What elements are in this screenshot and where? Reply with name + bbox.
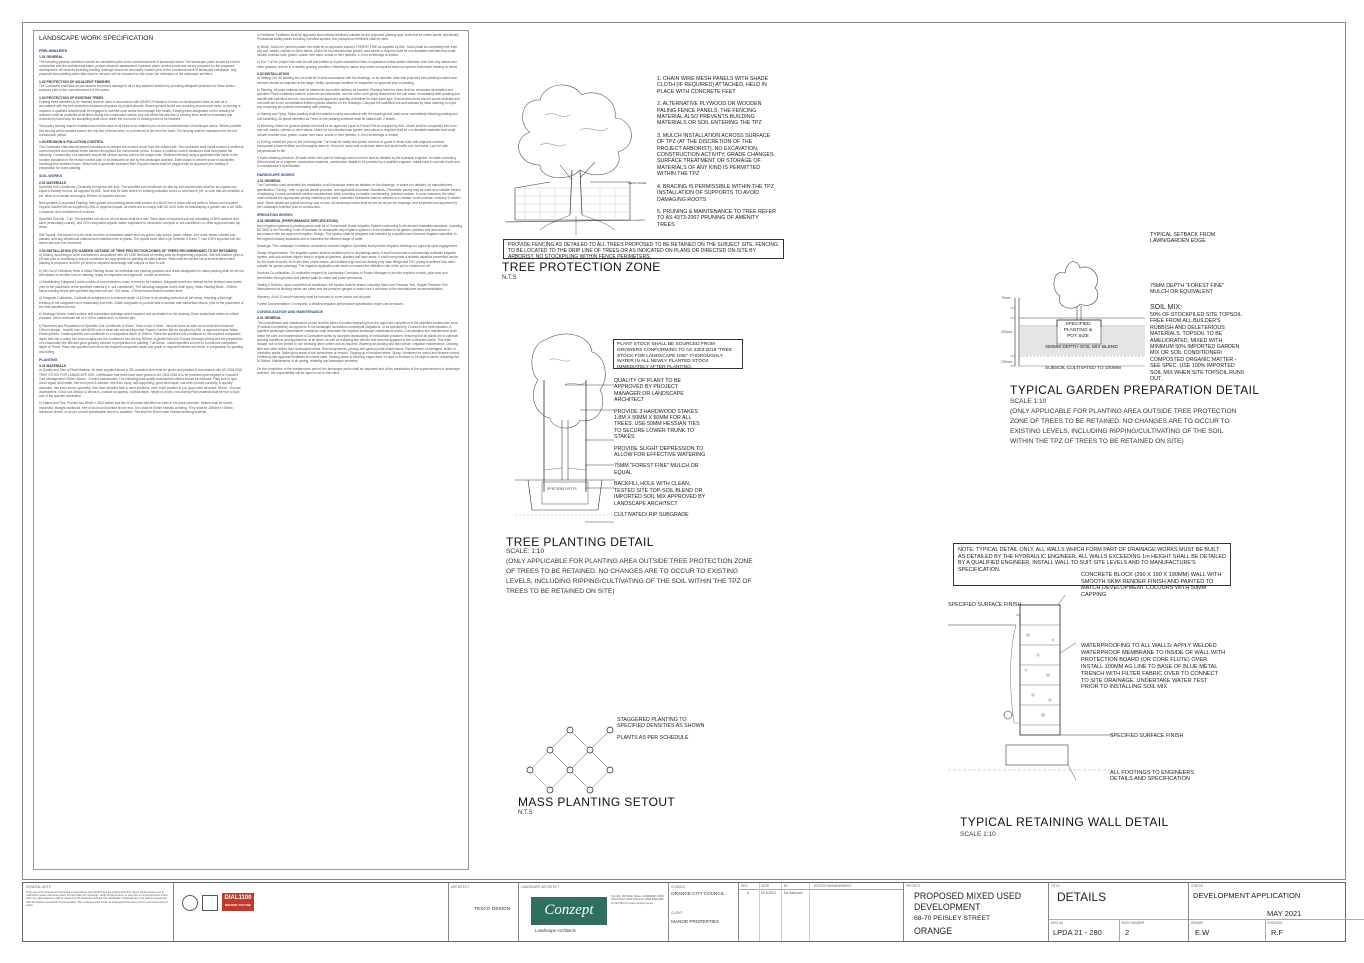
tpz-note-3: 3. MULCH INSTALLATION ACROSS SURFACE OF TPZ (AT THE DISCRETION OF THE PROJECT ARBORIST). NO EXCAVATION, CONSTRUCTION ACTIVITY, GRADE CHANGES, SURFACE TREATMENT OR STORAGE OF MATERIALS OF ANY KIND IS PERMITTED WITHIN THE TPZ bbox=[657, 132, 775, 178]
spec-heading: PRELIMINARIES bbox=[39, 49, 68, 53]
tpz-title: TREE PROTECTION ZONE bbox=[502, 260, 661, 274]
spec-heading: HARDSCAPE WORKS bbox=[257, 172, 295, 177]
tree-planting-note: (ONLY APPLICABLE FOR PLANTING AREA OUTSIDE TREE PROTECTION ZONE OF TREES TO BE RETAINED. NO CHANGES ARE TO OCCUR TO EXISTING LEVELS, INCLUDING RIPPING/CULTIVATING OF THE SOIL WITHIN THE TPZ OF TREES TO BE RETAINED ON SITE) bbox=[506, 558, 753, 595]
soil-mix-title: SOIL MIX: bbox=[1150, 304, 1183, 311]
planting-label-stakes: PROVIDE 3 HARDWOOD STAKES 1.8M X 50MM X 50MM FOR ALL TREES. USE 50MM HESSIAN TIES TO SECURE LOWER TRUNK TO STAKES bbox=[614, 408, 700, 441]
tpz-notes bbox=[657, 76, 777, 228]
council-name: ORANGE CITY COUNCIL bbox=[671, 891, 725, 896]
tree-planting-scale: SCALE: 1:10 bbox=[506, 548, 545, 555]
spec-paragraph: The consolidation and maintenance period shall be either 6 months beginning from the approved completion of the specified construction work (Practical Completion) as agreed to in the landscape contractors contractual obligations, or as specified by Council in the Determination. A qualified landscape maintenance contractor shall undertake the required landscape maintenance works. Consolidation and maintenance shall mean the care and maintenance of Contracted works by accepted landscaping or horticultural practices, ensuring that all plants are in optimum growing conditions and appearance at all times, as well as rectifying any defects that become apparent in the contracted works. This shall include, but not be limited to, the following items where and as required: Watering all planting and lawn areas / irrigation maintenance. Clearing litter and other debris from landscaped areas. Removing weeds, pruning and general plant maintenance. Replacement of damaged, stolen or unhealthy plants. Make good areas of soil subsidence or erosion. Topping up of mulched areas. Spray / treatment for insect and disease control. Fertilising with approved fertilisers at correct rates. Mowing lawns & trimming edges each 14 days in summer or 18 days in winter. Adjusting ties to Stakes. Maintenance of all paving, retaining and landscape elements. bbox=[257, 320, 460, 364]
spec-paragraph: Existing trees identified to be retained shall be done in accordance with AS4970-Protection of trees on development sites as well as in accordance with the tree protection measures prepared by project arborist. Where general works are occurring around such trees, or pruning is required, a qualified arborist shall be engaged to oversee such works and manage tree health. Existing trees designated on the drawing for retention shall be protected at all times during the construction period. Any soil within the drip line of existing trees shall be excavated and removed by hand only. No stockpiling shall occur within the root zone of existing trees to be retained. bbox=[39, 99, 241, 122]
spec-subheading: 5.01 GENERAL (PERFORMANCE SPECIFICATION) bbox=[257, 219, 338, 224]
spec-paragraph: Site Topsoil. Site topsoil is to be clean and free of unwanted matter such as gravel, clay lumps, grass, weeds, tree roots, sticks, rubbish and plastics, and any deleterious material and materials toxic to plants. The topsoil must have a pH between 5.5 and 7. Use 100% imported soil mix where site won't be recovered. bbox=[39, 232, 241, 246]
landscape-architect-cell bbox=[518, 883, 668, 941]
spec-paragraph: d) Mulching. Mulch for general planter bed shall be an approved equal to Forest Fine as supplied by ANL. Mulch shall be completely free from any soil, weeds, rubbish or other debris. Mulch for bio-retention/rain garden area where is required shall be non-floatable materials that could include crushed rock, gravel, coarse river sand, scoria or river pebbles. 4-7mm screenings or similar. bbox=[257, 124, 457, 137]
spec-paragraph: Specified Soil Mix - Turf. The specified soil mix for all turf areas shall be a min 75mm layer of imported soil mix consisting of 80% washed river sand (reasonably coarse), and 20% composted organic matter equivalent to mushroom compost or soil conditioner, or other approved lawn top dress. bbox=[39, 216, 241, 230]
spec-subheading: 1.02 PROTECTION OF ADJACENT FINISHES bbox=[39, 79, 111, 84]
spec-paragraph: The following general conditions should be considered prior to the commencement of landscape works: The landscape plans should be read in conjunction with the architectural plans, project arborist's assessment, hydraulic plans, service plans and survey prepared for the proposed development. All services including existing drainage should be accurately located prior to the commencement of landscape installation. Any proposed tree planting which falls close to services will be relocated on site under the instruction of the landscape architect. bbox=[39, 59, 241, 77]
spec-paragraph: Drawings: The Landscape Contractor nominated Licensed Irrigation Specialist shall provide irrigation drawings for approval upon engagement. bbox=[257, 243, 458, 248]
wall-waterproofing-label: WATERPROOFING TO ALL WALLS: APPLY WELDED WATERPROOF MEMBRANE TO INSIDE OF WALL WITH PROTECTION BOARD (OR CORE FLUTE) OVER. INSTALL 100MM AG LINE TO BASE OF BLUE METAL TRENCH WITH FILTER FABRIC OVER TO CONNECT TO SITE DRAINAGE. UNDERTAKE WATER TEST PRIOR TO INSTALLING SOIL MIX bbox=[1081, 643, 1226, 691]
spec-paragraph: Services Co-ordination: Co-ordination required by Landscape Contractor or Project Manager to provide required conduit, pipe work and penetration through slabs and planter walls for water and power provisions. bbox=[257, 271, 448, 280]
rev-notation-label: NOTATION/AMENDMENT bbox=[814, 884, 852, 888]
wall-finish-bottom-label: SPECIFIED SURFACE FINISH bbox=[1110, 733, 1184, 739]
drawing-number: LPDA 21 - 280 bbox=[1053, 928, 1102, 937]
spec-subheading: 2.02 INSTALLATION (TO GARDEN OUTSIDE OF TREE PROTECTION ZONES OF TREES RECOMMENDED TO BY RETAINED) bbox=[39, 248, 238, 253]
spec-paragraph: Further Documentation: On request, a detailed irrigation performance specification report can be issued. bbox=[257, 301, 404, 306]
spec-paragraph: b) Stakes and Ties. Provide two 50x50 x 2400 stakes and ties to all plants identified as trees in the plant schedule. Stakes shall be sound, unpainted, straight hardwood, free of knots and pointed at one end. Ties shall be 50mm hessian webbing. They shall be 1800mm x 50mm hardwood timber, or as per council specification where is available. Ties shall be 50mm wide hessian webbing material. bbox=[39, 401, 233, 415]
general-notes-label: GENERAL NOTE bbox=[26, 885, 51, 889]
tpz-note-5: 5. PRUNING & MAINTENANCE TO TREE REFER TO AS 4373-2007 PRUNING OF AMENITY TREES bbox=[657, 208, 776, 228]
tpz-note-2: 2. ALTERNATIVE PLYWOOD OR WOODEN PALING FENCE PANELS. THE FENCING MATERIAL ALSO PREVENTS BUILDING MATERIALS OR SOIL ENTERING THE TPZ bbox=[657, 101, 762, 127]
page-number: 2 bbox=[1125, 928, 1130, 937]
spec-paragraph: Design Requirements: The irrigation system shall be installed prior to all planting works. It shall incorporate a commercially available irrigation system, with sub-surface dripper lines to irrigate all gardens, planters and lawn areas. It shall incorporate a suitable backflow prevention device for the scale of works, an in-line filter, check valves, and suitable high and low density poly hose fittings and PVC piping to achieve flow rates suitable for garden plantings. The irrigation application rate shall not exceed the infiltration rate of the soil or creates run-off. bbox=[257, 251, 459, 269]
architect-cell bbox=[448, 883, 518, 941]
spec-paragraph: The Contractor shall undertake the installation of all hardscape works as detailed on the drawings, or where not detailed, by manufacturers specification. Paving - refer to typical details provided, and applicable Australian Standards. Permeable paving may be used as a suitable means of satisfying Council permeable surface requirements, while providing a useable, hardwearing, practical surface. In most instances, the client shall nominate the appropriate paving material to be used. Australian Standards shall be adhered to in relation to all concrete, masonry & related work. Stone details are typical and may vary on site. All hardscape works shall be set out as per the drawings, and inspected and approved by the Landscape Architect prior to construction. bbox=[257, 183, 461, 209]
spec-paragraph: Warranty: A full 12 month warranty shall be included to cover labour and all parts. bbox=[257, 294, 372, 299]
project-suburb: ORANGE bbox=[914, 926, 953, 936]
spec-paragraph: d) Subgrade Cultivation. Cultivate all subgrades to a minimum depth of 100mm in all planting beds and all turf areas, ensuring a thorough breakup of the subgrade into a reasonably even tilth. Grade subgrades to provide falls to surface and subsurface drains, prior to the placement of the final specified soil mix. bbox=[39, 296, 244, 309]
conzept-sub: Landscape Architects bbox=[535, 928, 576, 933]
spec-heading: CONSOLIDATION AND MAINTENANCE bbox=[257, 310, 324, 315]
spec-column-1 bbox=[39, 45, 244, 865]
spec-subheading: 6.01 GENERAL bbox=[257, 316, 282, 321]
rev-row-date: 03.6.2021 bbox=[761, 891, 777, 895]
spec-paragraph: a) Testing. According to to be conducted in accordance with AS 1289 Methods for testing soils for engineering purposes. Site soil shall be given a pH test prior to modifying to ensure conditions are appropriate for planting as stated above. Tests shall be carried out at several sites where planting is proposed, and the pH shall be adjusted accordingly with sulphur or lime to suit. bbox=[39, 252, 244, 266]
spec-paragraph: c) Staking and Tying. Stake planting shall be installed in strict accordance with the drawings and shall occur immediately following planting and soil backfilling. All plants identified as Trees on the planting schedule shall be staked with 2 stakes. bbox=[257, 112, 458, 121]
planting-label-depression: PROVIDE SLIGHT DEPRESSION TO ALLOW FOR EFFECTIVE WATERING bbox=[614, 445, 706, 459]
garden-pot-label: SPECIFIED PLANTING & POT SIZE bbox=[1063, 322, 1093, 339]
garden-subsoil-label: SUBSOIL CULTIVATED TO 100MM bbox=[1045, 366, 1121, 371]
spec-paragraph: Testing & Defects: Upon completion of installation, the system shall be tested, including Main Line Pressure Test, Dripper Pressure Test. Measurement at flushing valves are taken and the pressure gauges to make sure it conforms to the manufacturer recommendations. bbox=[257, 282, 449, 292]
project-cell bbox=[903, 883, 1048, 941]
garden-dim-200: 200mm bbox=[1001, 330, 1013, 334]
mass-planting-label-2: PLANTS AS PER SCHEDULE bbox=[617, 735, 689, 741]
spec-paragraph: e) Drainage Works. Install surface and subsurface drainage where required and as detailed on the drawing. Drain subsurface drains to outlets provided, with a minimum fall of 1:100 to outlets and / or service pits. bbox=[39, 312, 239, 321]
soil-mix-text: 50% OF STOCKPILED SITE TOPSOIL FREE FROM ALL BUILDER'S RUBBISH AND DELETERIOUS MATERIALS. TOPSOIL TO BE AMELIORATED, MIXED WITH MINIMUM 50% IMPORTED GARDEN MIX OR SOIL CONDITIONER/ COMPOSTED ORGANIC MATTER - SEE SPEC. USE 100% IMPORTED SOIL MIX WHEN SITE TOPSOIL RUNS OUT. bbox=[1150, 312, 1245, 383]
la-address: Suit 101, 506 Miller Street, CAMMERAY NSW 2062 Phone: 9922 5312 Fax: 8208 4990 ABN: 42 114 681 271 www.conzept.net.au bbox=[611, 895, 665, 905]
garden-prep-description bbox=[1010, 397, 1245, 447]
spec-subheading: 3.01 MATERIALS bbox=[39, 364, 67, 369]
wall-block-label: CONCRETE BLOCK (290 X 190 X 190MM) WALL WITH SMOOTH SKIM RENDER FINISH AND PAINTED TO MATCH DEVELOPMENT COLOURS WITH 50MM CAPPING bbox=[1081, 572, 1222, 598]
title-block bbox=[22, 882, 1346, 942]
tpz-note-1: 1. CHAIN WIRE MESH PANELS WITH SHADE CLOTH (IF REQUIRED) ATTACHED, HELD IN PLACE WITH CONCRETE FEET bbox=[657, 76, 769, 95]
mass-planting-label-1: STAGGERED PLANTING TO SPECIFIED DENSITIES AS SHOWN bbox=[617, 717, 705, 730]
rev-row-by: Da Sahmani bbox=[784, 891, 803, 895]
mesh-panel-label: MESH PANEL bbox=[628, 181, 648, 185]
architect-label: ARCHITECT bbox=[451, 885, 470, 889]
revision-cell bbox=[738, 883, 903, 941]
wall-footings-label: ALL FOOTINGS TO ENGINEERS DETAILS AND SPECIFICATION bbox=[1110, 770, 1195, 783]
drawn-value: E.W bbox=[1195, 928, 1210, 937]
spec-paragraph: b) Set Out of Individual Trees & Mass Planting Areas. An individual tree planting positions and areas designated for mass planting shall be set out with stakes or another form of marking, ready for inspection and approval. Locate all services. bbox=[39, 268, 244, 278]
planting-labels bbox=[614, 378, 706, 518]
tpz-fence-note: PROVIDE FENCING AS DETAILED TO ALL TREES PROPOSED TO BE RETAINED ON THE SUBJECT SITE. FENCING TO BE LOCATED TO THE DRIP LINE OF TREES OR AS INDICATED ON PLANS OR DIRECTED ON-SITE BY ARBORIST. NO STOCKPILING WITHIN FENCE PERIMETERS. bbox=[503, 239, 784, 259]
planting-label-mulch: 75MM "FOREST FINE" MULCH OR EQUAL bbox=[614, 463, 699, 476]
checked-value: R.F bbox=[1271, 928, 1284, 937]
spec-paragraph: a) Quality and Size of Plant Material. All trees supplied above a 25L container size must be grown and planted in accordance with AS 2303:2018 TREE STOCK FOR LANDSCAPE USE. Certification that trees have been grown to AS 2303:2018 is to be provided upon request of Council's Tree Management Officer. Above - Ground Assessment: The following plant quality assessment criteria should be followed: Plant true to type, Good vigour and health, free from pest & disease, free from injury, self-supporting, good stem taper, has been pruned correctly, is apically dominant, has even crown symmetry, free from included bark & stem junctions, even trunk position in pot, good stem structure. Below - Ground Assessment: Good root division & direction, rootball occupancy, rootball depth, height of crown, non-circling Plant material shall be true to type and of the species nominated. bbox=[39, 368, 243, 399]
spec-subheading: 1.01 GENERAL bbox=[39, 55, 64, 60]
spec-paragraph: New gardens & proposed Planting. New garden and planting areas shall consist of a 80/20 mix of clean site soil (refer to below) and imported Organic Garden Mix as supplied by ANL or approved equal. All mixes are to comply with AS 4419 Soils for landscaping & garden use & AS 4454 Composts, Soil conditioners & mulches. bbox=[39, 200, 243, 214]
spec-heading: PLANTING bbox=[39, 357, 58, 362]
spec-paragraph: c) Fertilisers. Fertilisers shall be approved slow release fertilisers suitable for the proposed planting type. Note that for native plants, specifically Proteaceae family plants including Grevillea species, low phosphorus fertilisers shall be used. bbox=[257, 33, 459, 42]
garden-prep-drawing bbox=[1005, 238, 1155, 373]
triangle-logo-icon bbox=[182, 895, 198, 911]
dial-before-you-dig-logo bbox=[222, 893, 254, 911]
dial-sub: BEFORE YOU DIG bbox=[225, 903, 251, 907]
retaining-wall-scale: SCALE 1:10 bbox=[960, 831, 996, 838]
garden-setback-label: TYPICAL SETBACK FROM LAWN/GARDEN EDGE bbox=[1150, 232, 1216, 245]
garden-prep-note: (ONLY APPLICABLE FOR PLANTING AREA OUTSIDE TREE PROTECTION ZONE OF TREES TO BE RETAINED. NO CHANGES ARE TO OCCUR TO EXISTING LEVELS, INCLUDING RIPPING/CULTIVATING OF THE SOIL WITHIN THE TPZ OF TREES TO BE RETAINED ON SITE) bbox=[1010, 408, 1237, 445]
spec-paragraph: On the completion of the maintenance period, the landscape works shall be inspected and at the satisfaction of the superintendent or landscape architect, the responsibility will be signed over to the client. bbox=[257, 366, 460, 375]
planting-label-subgrade: CULTIVATED/ RIP SUBGRADE bbox=[614, 511, 689, 518]
tpz-note-4: 4. BRACING IS PERMISSIBLE WITHIN THE TPZ. INSTALLATION OF SUPPORTS TO AVOID DAMAGING ROOTS bbox=[657, 183, 776, 203]
spec-paragraph: c) Establishing Subgrade Levels outside of tree protection zones of trees to be retained. Subgrade levels are defined as the finished base levels prior to the placement of the specified material (i.e. soil conditioner). The following subgrade levels shall apply: Mass Planting Beds - 300mm below existing levels with specified imported soil mix. Turf areas - 100mm below finished surface level. bbox=[39, 280, 242, 293]
architect-name: TEXCO DESIGN bbox=[474, 907, 511, 912]
spec-title: LANDSCAPE WORK SPECIFICATION bbox=[39, 35, 154, 42]
spec-paragraph: d) Mulch. Mulch for general planter bed shall be an approved equal to FOREST FINE as supplied by ANL. Mulch shall be completely free from any soil, weeds, rubbish or other debris. Mulch for bio-retention/rain garden area where is required shall be non-floatable materials that could include crushed rock, gravel, coarse river sand, scoria or river pebbles. 4-7mm screenings or similar. bbox=[257, 44, 458, 58]
mass-planting-scale: N.T.S bbox=[518, 810, 533, 816]
mass-planting-title: MASS PLANTING SETOUT bbox=[518, 795, 676, 809]
planting-label-backfill: BACKFILL HOLE WITH CLEAN, TESTED SITE TOP-SOIL BLEND OR IMPORTED SOIL MIX APPROVED BY LANDSCAPE ARCHITECT bbox=[614, 481, 706, 507]
spec-paragraph: f) Placement and Preparation of Specified Soil Conditioner & Mixes. Trees in turf & beds - must be twice as wide as root ball and minimum 100mm deeper - backfill hole with 50/50 mix of clean site soil and imported Organic Garden Mix as supplied by ANL or approved equal. Mass Planting Beds - install specified soil conditioner to a compacted depth of 150mm. Place the specified soil conditioner to the required compacted depth and use a rotary hoe to thoroughly mix the conditioner into the top 300mm of garden bed soil. Ensure thorough mixing and the preparation of a reasonably fine tilth and good growing medium in preparation for planting. Turf Areas - install specified soil mix to a minimum compacted depth of 75mm. Place the specified soil mix to the required compacted depth and grade to required finished soil levels, in preparation for planting and turfing. bbox=[39, 323, 243, 354]
status-label: STATUS bbox=[1191, 884, 1204, 888]
client-label: CLIENT bbox=[671, 911, 683, 915]
general-notes-cell bbox=[23, 883, 173, 941]
drawn-label: DRAWN bbox=[1191, 921, 1203, 925]
council-cell bbox=[668, 883, 738, 941]
spec-paragraph: New irrigation systems to planting areas shall be of Commercial Grade Irrigation System conforming to all relevant Australian standards, including AS 3500 & the Plumbing Code of Australia. An automated drip irrigation system is to be installed to all garden, planters and lawn areas in accordance with the approved Irrigation Design. This system shall be designed and installed by a qualified and licensed irrigation specialist, to the highest industry standards and to maximise the efficient usage of water. bbox=[257, 223, 462, 241]
rev-label: REV bbox=[741, 884, 748, 888]
spec-paragraph: The Contractor shall take all precautions to prevent damage to all or any adjacent finishes by providing adequate protection to these areas / surfaces prior to the commencement of the works. bbox=[39, 84, 236, 93]
dial-label: DIAL1100 bbox=[224, 895, 252, 901]
conzept-logo: Conzept bbox=[531, 897, 607, 925]
dial-cell bbox=[173, 883, 258, 941]
retaining-wall-drawing bbox=[948, 595, 1113, 815]
shield-logo-icon bbox=[202, 895, 218, 911]
project-name: PROPOSED MIXED USED DEVELOPMENT bbox=[914, 891, 1022, 912]
plant-stock-note: PLANT STOCK SHALL BE SOURCED FROM GROWERS CONFORMING TO AS 2303:2018 "TREE STOCK FOR LANDSCAPE USE" THOROUGHLY WATER IN ALL NEWLY PLANTED STOCK IMMEDIATELY AFTER PLANTING. bbox=[613, 339, 743, 369]
page-number-label: PAGE NUMBER bbox=[1121, 921, 1145, 925]
rev-row-rev: A bbox=[747, 891, 750, 895]
spec-subheading: 1.04 EROSION & POLLUTION CONTROL bbox=[39, 140, 104, 145]
planting-leader-lines bbox=[560, 380, 615, 530]
tpz-scale: N.T.S bbox=[502, 275, 517, 281]
tree-planting-title: TREE PLANTING DETAIL bbox=[506, 535, 654, 549]
spec-paragraph: Temporary fencing shall be installed around the base of all trees to be retained prior to the commencement of landscape works. Where possible this fencing will be located around the drip line of these trees, or a minimum of 5m from the trunk. The fencing shall be maintained for the full construction period. bbox=[39, 124, 242, 138]
spec-subheading: 3.02 INSTALLATION bbox=[257, 72, 289, 77]
spec-paragraph: e) Turf. Turf for project site shall be soft leaf buffalo or Zoysia macrantha Nara or equivalent unless stated otherwise, free from any weeds and other grasses, and be in a healthy growing condition. Returfing to nature strip where is required shall use species that match existing on street. bbox=[257, 60, 458, 69]
la-label: LANDSCAPE ARCHITECT bbox=[521, 885, 560, 889]
spec-subheading: 1.03 PROTECTION OF EXISTING TREES bbox=[39, 95, 104, 100]
wall-finish-top-label: SPECIFIED SURFACE FINISH bbox=[948, 602, 1022, 608]
tree-protection-drawing bbox=[500, 70, 650, 240]
spec-column-2 bbox=[257, 33, 462, 865]
title-label: TITLE bbox=[1051, 884, 1060, 888]
retaining-wall-title: TYPICAL RETAINING WALL DETAIL bbox=[960, 815, 1169, 829]
garden-dim-75: 75mm bbox=[1001, 296, 1011, 300]
general-notes-text: Trees are to be retained and protected in accordance with AS4970 and the project arborist's report. All dimensions are in millimetres unless otherwise noted. Do not scale from drawings. Verify all dimensions on site prior to commencement of any work. Any discrepancies shall be referred to the landscape architect for clarification. Drawings are to be read in conjunction with all relevant consultants' documentation. The contractor shall locate all underground services prior to commencement of works. bbox=[26, 891, 168, 907]
soil-mix-block bbox=[1150, 303, 1245, 382]
rev-date-label: DATE bbox=[761, 884, 770, 888]
garden-prep-scale: SCALE 1:10 bbox=[1010, 398, 1047, 405]
drawing-title-cell bbox=[1048, 883, 1188, 941]
spec-heading: IRRIGATION WORKS bbox=[257, 213, 293, 218]
retaining-wall-note: NOTE: TYPICAL DETAIL ONLY. ALL WALLS WHICH FORM PART OF DRAINAGE WORKS MUST BE BUILT AS DETAILED BY THE HYDRAULIC ENGINEER. ALL WALLS EXCEEDING 1m HEIGHT SHALL BE DETAILED BY A QUALIFIED ENGINEER. INSTALL WALL TO SUIT SITE LEVELS AND TO MANUFACTURE'S SPECIFICATION. bbox=[953, 543, 1231, 586]
drawing-title: DETAILS bbox=[1057, 890, 1107, 904]
spec-heading: SOIL WORKS bbox=[39, 174, 63, 179]
spec-paragraph: a) Setting Out. All planting set-out shall be in strict accordance with the drawings, or as directed. Note that proposed tree planting located near services should be adjusted at the stage. Notify Landscape Architect for inspection for approval prior to planting. bbox=[257, 76, 458, 85]
specification-panel bbox=[33, 30, 469, 870]
spec-paragraph: b) Planting. All plant material shall be planted as soon after delivery as possible. Planting holes for trees shall be excavated as detailed and specified. Plant containers shall be removed and discarded, and the outer roots gently teased from the soil mass. Immediately after planting and backfill with specified soil mix, incorporating the approved quantity of fertiliser for each plant type. Ensure that plants are set plumb vertically and root balls set to the consolidated finished grades detailed on the drawings. Compact the backfilled soil and saturate by hand watering to expel any remaining air pockets immediately after planting. bbox=[257, 87, 460, 110]
garden-depth-label: 300MM DEPTH SOIL MIX BLEND bbox=[1045, 345, 1118, 350]
specified-pots-label: SPECIFIED POTS bbox=[547, 487, 577, 491]
spec-paragraph: e) Turfing. Install turf prior to the turf being laid. Turf shall be neatly butt jointed and true to grade to finish flush with adjacent surfaces. Incorporate a lawn fertiliser and thoroughly water in. Keep turf moist until roots have taken and avoid traffic over turf areas. Lay turf rolls perpendicular to fall. bbox=[257, 139, 448, 153]
status-value: DEVELOPMENT APPLICATION bbox=[1193, 891, 1301, 900]
garden-dim-100: 100mm bbox=[1001, 360, 1013, 364]
drawing-number-label: DRG No. bbox=[1051, 921, 1064, 925]
tree-planting-description bbox=[506, 547, 756, 597]
project-address: 68-70 PEISLEY STREET bbox=[914, 915, 991, 922]
council-label: COUNCIL bbox=[671, 885, 686, 889]
client-name: MANOR PROPERTIES bbox=[671, 919, 719, 924]
spec-paragraph: The Contractor shall take all proper precautions to prevent the erosion of soil from the subject site. The contractor shall install erosion & sediment control barriers and maintain these barriers throughout the construction period. Erosion & pollution control measures shall incorporate the following: Construction of a sediment trap at the vehicle access point to the subject site. Sediment fencing using a geotextile filter fabric in the location indicated on the erosion control plan or as instructed on site by the landscape architect. Earth banks to prevent scour of stockpiles. Sandbag kerb sediment traps. Straw bale & geotextile sediment filter. Exposed banks shall be pegged with an approved jute matting in preparation for mass planting. bbox=[39, 144, 244, 171]
garden-mulch-label: 75MM DEPTH "FOREST FINE" MULCH OR EQUIVALENT bbox=[1150, 283, 1225, 296]
checked-label: CHECKED bbox=[1267, 921, 1283, 925]
spec-paragraph: Specified Soil Conditioner (Generally to improve site soil). The specified soil conditioner for site top soil improvement shall be an organic mix, equal to Botany Humus, as supplied by ANL. Note that for sites where no existing indication boxes or schemes in pH, or soils that are sensitive to pH, allow to excavate and supply 300mm of imported soil mix. bbox=[39, 185, 244, 198]
spec-paragraph: f) Earth retaining structure. All walls which form part of drainage works must be built as detailed by the hydraulic engineer. All walls exceeding 600mm shall be of engineer construction materials, construction details to be provided by a qualified engineer. Install walls to suit site levels and to manufacturer's specification. bbox=[257, 155, 460, 169]
rev-by-label: BY bbox=[784, 884, 789, 888]
issue-date: MAY 2021 bbox=[1267, 909, 1302, 918]
spec-subheading: 2.01 MATERIALS bbox=[39, 180, 67, 185]
spec-subheading: 4.01 GENERAL bbox=[257, 179, 282, 184]
planting-label-quality: QUALITY OF PLANT TO BE APPROVED BY PROJECT MANAGER OR LANDSCAPE ARCHITECT bbox=[614, 378, 684, 404]
mass-planting-drawing bbox=[520, 715, 630, 795]
garden-prep-title: TYPICAL GARDEN PREPARATION DETAIL bbox=[1010, 383, 1260, 397]
project-label: PROJECT bbox=[906, 884, 921, 888]
status-cell bbox=[1188, 883, 1345, 941]
